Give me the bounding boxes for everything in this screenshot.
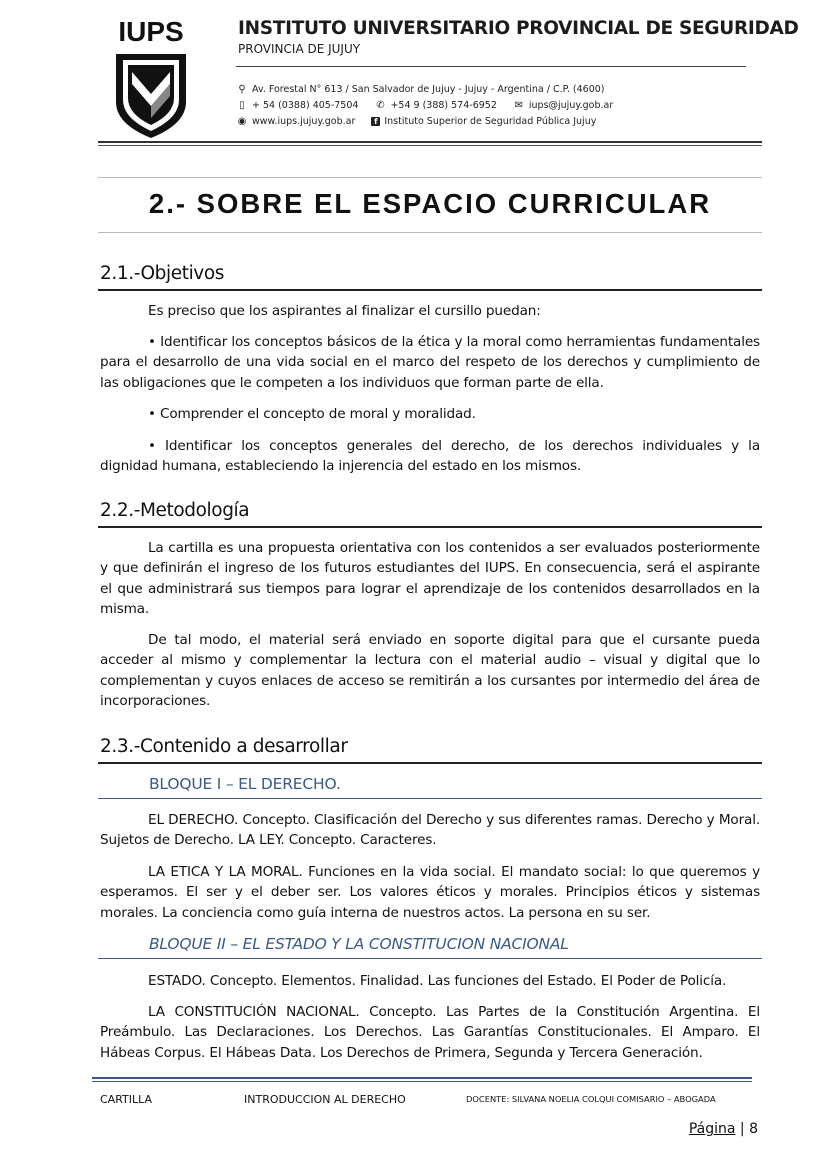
page-number-value: 8 <box>749 1121 758 1137</box>
phone-text: + 54 (0388) 405-7504 <box>252 100 359 111</box>
address-text: Av. Forestal N° 613 / San Salvador de Jujuy - Jujuy - Argentina / C.P. (4600) <box>252 84 605 95</box>
whatsapp-text: +54 9 (388) 574-6952 <box>390 100 497 111</box>
address-line <box>236 84 605 95</box>
objetivo-item: • Identificar los conceptos generales del derecho, de los derechos individuales y la dignidad humana, estableciendo la injerencia del estado en los mismos. <box>100 438 760 475</box>
heading-contenido-rule <box>98 762 762 764</box>
section-title-top-rule <box>98 177 762 178</box>
header-bottom-rule-thin <box>98 145 762 146</box>
whatsapp-icon: ✆ <box>376 100 385 111</box>
mail-icon: ✉ <box>514 100 524 111</box>
page-separator: | <box>739 1121 745 1137</box>
location-pin-icon: ⚲ <box>238 84 246 95</box>
heading-metodologia: 2.2.-Metodología <box>100 500 250 521</box>
globe-icon: ◉ <box>237 116 247 127</box>
metodologia-paragraph: La cartilla es una propuesta orientativa con los contenidos a ser evaluados posteriormente y que definirán el ingreso de los futuros estudiantes del IUPS. En consecuencia, será el aspirante el que administrará sus tiempos para lograr el aprendizaje de los contenidos desarrollados en la misma. <box>100 540 760 617</box>
iups-logo <box>112 16 190 140</box>
phone-line <box>236 100 613 111</box>
page-label: Página <box>688 1121 736 1137</box>
institution-name: INSTITUTO UNIVERSITARIO PROVINCIAL DE SEGURIDAD <box>238 18 799 39</box>
bloque-paragraph: EL DERECHO. Concepto. Clasificación del Derecho y sus diferentes ramas. Derecho y Moral. Sujetos de Derecho. LA LEY. Concepto. Caracteres. <box>100 812 760 849</box>
website-text[interactable]: www.iups.jujuy.gob.ar <box>252 116 356 127</box>
metodologia-paragraph: De tal modo, el material será enviado en soporte digital para que el cursante pueda acceder al mismo y complementar la lectura con el material audio – visual y digital que lo complementan y cuyos enlaces de acceso se remitirán a los cursantes por intermedio del área de incorporaciones. <box>100 632 760 709</box>
bloque-paragraph: LA CONSTITUCIÓN NACIONAL. Concepto. Las Partes de la Constitución Argentina. El Preámbulo. Las Declaraciones. Los Derechos. Las Garantías Constitucionales. El Amparo. El Hábeas Corpus. El Hábeas Data. Los Derechos de Primera, Segunda y Tercera Generación. <box>100 1004 760 1061</box>
objetivo-item: • Comprender el concepto de moral y moralidad. <box>148 406 476 422</box>
bloque-paragraph: LA ETICA Y LA MORAL. Funciones en la vida social. El mandato social: lo que queremos y esperamos. El ser y el deber ser. Los valores éticos y morales. Principios éticos y sistemas morales. La conciencia como guía interna de nuestros actos. La persona en su ser. <box>100 864 760 921</box>
heading-contenido: 2.3.-Contenido a desarrollar <box>100 736 348 757</box>
section-title: 2.- SOBRE EL ESPACIO CURRICULAR <box>148 188 712 219</box>
facebook-text[interactable]: Instituto Superior de Seguridad Pública Jujuy <box>384 116 597 127</box>
shield-logo-icon <box>114 52 188 140</box>
footer-rule <box>92 1077 752 1079</box>
footer-left: CARTILLA <box>100 1093 153 1106</box>
province-name: PROVINCIA DE JUJUY <box>238 42 361 56</box>
heading-metodologia-rule <box>98 526 762 528</box>
web-line <box>236 116 596 127</box>
phone-icon: ▯ <box>239 100 245 111</box>
footer-center: INTRODUCCION AL DERECHO <box>244 1093 406 1106</box>
letterhead <box>98 14 799 144</box>
footer-right: DOCENTE: SILVANA NOELIA COLQUI COMISARIO – ABOGADA <box>466 1094 716 1104</box>
facebook-icon: f <box>371 117 380 126</box>
footer-rule-thin <box>92 1081 752 1082</box>
bloque-title: BLOQUE II – EL ESTADO Y LA CONSTITUCION NACIONAL <box>149 935 569 953</box>
bloque-paragraph: ESTADO. Concepto. Elementos. Finalidad. Las funciones del Estado. El Poder de Policía. <box>148 973 727 989</box>
bloque-title: BLOQUE I – EL DERECHO. <box>149 775 341 793</box>
bloque-title-rule <box>98 798 762 799</box>
email-text[interactable]: iups@jujuy.gob.ar <box>528 100 614 111</box>
heading-objetivos-rule <box>98 289 762 291</box>
objetivo-item: • Identificar los conceptos básicos de la ética y la moral como herramientas fundamentales para el desarrollo de una vida social en el marco del respeto de los derechos y cumplimiento de las obligaciones que le competen a los individuos que forman parte de ella. <box>100 334 760 391</box>
heading-objetivos: 2.1.-Objetivos <box>100 263 225 284</box>
logo-text: IUPS <box>118 16 184 47</box>
bloque-title-rule <box>98 958 762 959</box>
header-bottom-rule <box>98 141 762 143</box>
section-title-bottom-rule <box>98 232 762 233</box>
page-number <box>689 1121 758 1137</box>
objetivos-intro: Es preciso que los aspirantes al finalizar el cursillo puedan: <box>148 303 541 319</box>
header-divider <box>236 66 746 67</box>
